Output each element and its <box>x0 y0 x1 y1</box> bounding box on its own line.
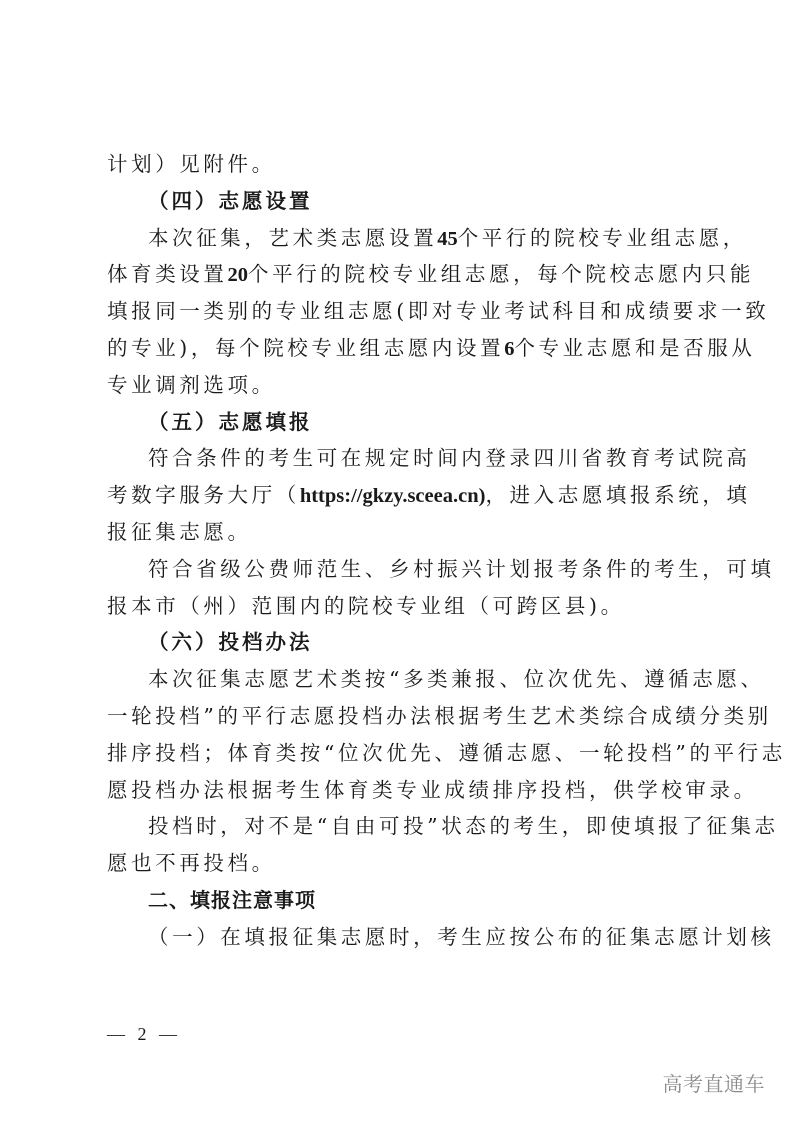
body-line: 考数字服务大厅（https://gkzy.sceea.cn)，进入志愿填报系统，填 <box>107 483 751 508</box>
subheading-filing-method: （六）投档办法 <box>148 630 313 655</box>
body-line: 愿也不再投档。 <box>107 851 276 876</box>
body-line: 愿投档办法根据考生体育类专业成绩排序投档，供学校审录。 <box>107 777 758 802</box>
body-line: 专业调剂选项。 <box>107 372 276 397</box>
subheading-volunteer-filling: （五）志愿填报 <box>148 409 313 434</box>
body-line: 符合条件的考生可在规定时间内登录四川省教育考试院高 <box>148 446 751 471</box>
subheading-volunteer-settings: （四）志愿设置 <box>148 188 313 213</box>
url-text: https://gkzy.sceea.cn) <box>299 485 486 508</box>
page-number: — 2 — <box>107 1024 181 1044</box>
section-heading-notes: 二、填报注意事项 <box>148 887 316 912</box>
body-line: 体育类设置20个平行的院校专业组志愿，每个院校志愿内只能 <box>107 262 755 287</box>
body-line: 排序投档；体育类按“位次优先、遵循志愿、一轮投档”的平行志 <box>107 740 786 765</box>
body-line: 本次征集志愿艺术类按“多类兼报、位次优先、遵循志愿、 <box>148 667 765 692</box>
body-line: 计划）见附件。 <box>107 152 276 176</box>
body-line: 符合省级公费师范生、乡村振兴计划报考条件的考生，可填 <box>148 556 775 581</box>
body-line: 一轮投档”的平行志愿投档办法根据考生艺术类综合成绩分类别 <box>107 703 772 728</box>
watermark: 高考直通车 <box>662 1072 765 1096</box>
body-line: （一）在填报征集志愿时，考生应按公布的征集志愿计划核 <box>148 924 775 949</box>
body-line: 报本市（州）范围内的院校专业组（可跨区县)。 <box>107 593 625 618</box>
body-line: 投档时，对不是“自由可投”状态的考生，即使填报了征集志 <box>148 814 779 839</box>
body-line: 本次征集，艺术类志愿设置45个平行的院校专业组志愿， <box>148 225 747 250</box>
body-line: 填报同一类别的专业组志愿(即对专业考试科目和成绩要求一致 <box>107 299 770 324</box>
body-line: 报征集志愿。 <box>107 519 252 544</box>
body-line: 的专业)，每个院校专业组志愿内设置6个专业志愿和是否服从 <box>107 335 756 360</box>
document-body <box>107 146 786 956</box>
